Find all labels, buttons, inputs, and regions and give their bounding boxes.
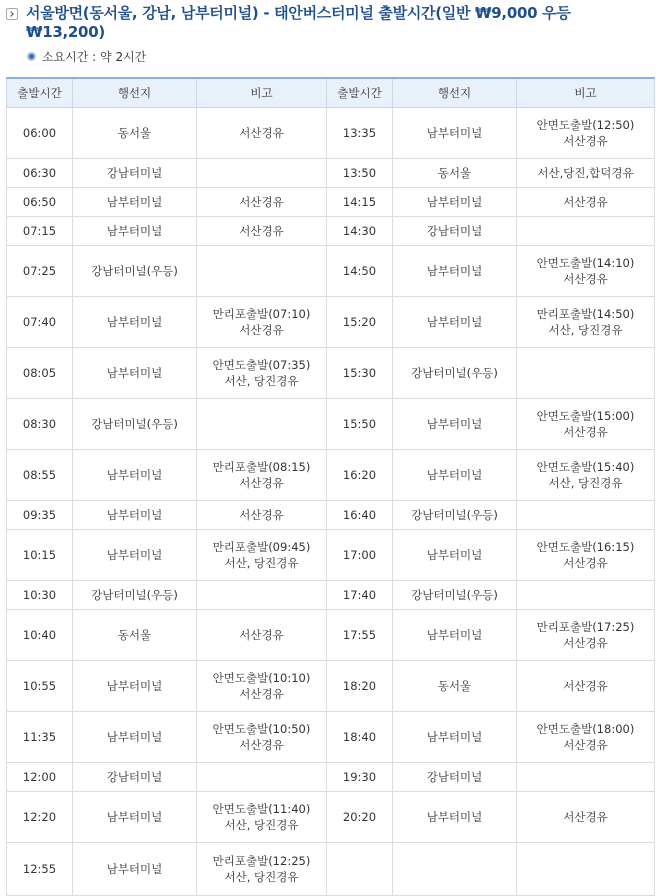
destination: 남부터미널 [393, 792, 517, 843]
departure-time: 07:40 [7, 297, 73, 348]
destination: 동서울 [393, 159, 517, 188]
destination: 남부터미널 [393, 610, 517, 661]
note: 만리포출발(14:50) 서산, 당진경유 [517, 297, 655, 348]
departure-time: 08:55 [7, 450, 73, 501]
note: 서산경유 [197, 108, 327, 159]
note: 안면도출발(15:00) 서산경유 [517, 399, 655, 450]
destination: 강남터미널 [73, 763, 197, 792]
departure-time: 12:20 [7, 792, 73, 843]
table-row [7, 501, 655, 530]
departure-time: 10:15 [7, 530, 73, 581]
destination: 강남터미널(우등) [73, 399, 197, 450]
schedule-table [6, 77, 655, 896]
note [517, 217, 655, 246]
note: 안면도출발(15:40) 서산, 당진경유 [517, 450, 655, 501]
note: 서산경유 [197, 188, 327, 217]
departure-time: 15:50 [327, 399, 393, 450]
table-row [7, 712, 655, 763]
col-header-departure-2: 출발시간 [327, 78, 393, 108]
destination: 강남터미널(우등) [393, 501, 517, 530]
destination: 남부터미널 [393, 246, 517, 297]
destination: 남부터미널 [73, 450, 197, 501]
table-row [7, 297, 655, 348]
note: 안면도출발(18:00) 서산경유 [517, 712, 655, 763]
departure-time: 14:15 [327, 188, 393, 217]
departure-time: 12:00 [7, 763, 73, 792]
departure-time: 11:35 [7, 712, 73, 763]
destination: 남부터미널 [73, 501, 197, 530]
destination: 남부터미널 [73, 188, 197, 217]
departure-time: 16:20 [327, 450, 393, 501]
destination: 남부터미널 [73, 661, 197, 712]
table-row [7, 399, 655, 450]
departure-time: 09:35 [7, 501, 73, 530]
note [197, 581, 327, 610]
note: 만리포출발(07:10) 서산경유 [197, 297, 327, 348]
table-row [7, 159, 655, 188]
departure-time: 06:50 [7, 188, 73, 217]
departure-time: 17:55 [327, 610, 393, 661]
departure-time: 07:25 [7, 246, 73, 297]
col-header-departure-1: 출발시간 [7, 78, 73, 108]
note: 서산경유 [517, 188, 655, 217]
destination: 강남터미널(우등) [393, 581, 517, 610]
note [197, 399, 327, 450]
destination: 강남터미널 [73, 159, 197, 188]
destination: 남부터미널 [73, 792, 197, 843]
destination: 동서울 [393, 661, 517, 712]
departure-time: 13:35 [327, 108, 393, 159]
departure-time: 10:40 [7, 610, 73, 661]
table-header-row [7, 78, 655, 108]
departure-time: 12:55 [7, 843, 73, 896]
col-header-notes-1: 비고 [197, 78, 327, 108]
col-header-destination-1: 행선지 [73, 78, 197, 108]
table-row [7, 661, 655, 712]
table-row [7, 792, 655, 843]
destination: 남부터미널 [73, 843, 197, 896]
destination: 남부터미널 [73, 530, 197, 581]
destination: 남부터미널 [73, 712, 197, 763]
note: 안면도출발(11:40) 서산, 당진경유 [197, 792, 327, 843]
table-row [7, 246, 655, 297]
departure-time: 16:40 [327, 501, 393, 530]
departure-time: 14:30 [327, 217, 393, 246]
departure-time: 10:55 [7, 661, 73, 712]
note [197, 763, 327, 792]
departure-time: 07:15 [7, 217, 73, 246]
departure-time: 17:00 [327, 530, 393, 581]
departure-time: 08:05 [7, 348, 73, 399]
destination: 남부터미널 [393, 712, 517, 763]
note [517, 581, 655, 610]
table-row [7, 348, 655, 399]
departure-time: 06:00 [7, 108, 73, 159]
departure-time: 10:30 [7, 581, 73, 610]
note: 안면도출발(10:10) 서산경유 [197, 661, 327, 712]
destination: 남부터미널 [73, 217, 197, 246]
departure-time: 13:50 [327, 159, 393, 188]
note [197, 159, 327, 188]
note [517, 843, 655, 896]
destination: 강남터미널 [393, 217, 517, 246]
note: 안면도출발(16:15) 서산경유 [517, 530, 655, 581]
table-row [7, 843, 655, 896]
table-row [7, 188, 655, 217]
note: 서산경유 [197, 610, 327, 661]
destination: 강남터미널(우등) [393, 348, 517, 399]
table-row [7, 610, 655, 661]
note [517, 348, 655, 399]
destination: 남부터미널 [393, 297, 517, 348]
note: 서산,당진,합덕경유 [517, 159, 655, 188]
note: 서산경유 [197, 501, 327, 530]
destination: 강남터미널 [393, 763, 517, 792]
departure-time: 15:30 [327, 348, 393, 399]
departure-time: 20:20 [327, 792, 393, 843]
destination [393, 843, 517, 896]
destination: 남부터미널 [393, 450, 517, 501]
destination: 강남터미널(우등) [73, 246, 197, 297]
destination: 남부터미널 [393, 399, 517, 450]
table-row [7, 763, 655, 792]
departure-time [327, 843, 393, 896]
travel-time: 소요시간 : 약 2시간 [42, 50, 147, 64]
departure-time: 06:30 [7, 159, 73, 188]
note [517, 763, 655, 792]
note: 서산경유 [517, 792, 655, 843]
destination: 남부터미널 [73, 297, 197, 348]
destination: 동서울 [73, 108, 197, 159]
col-header-notes-2: 비고 [517, 78, 655, 108]
table-row [7, 217, 655, 246]
note: 서산경유 [517, 661, 655, 712]
note: 안면도출발(12:50) 서산경유 [517, 108, 655, 159]
note: 안면도출발(07:35) 서산, 당진경유 [197, 348, 327, 399]
note: 만리포출발(17:25) 서산경유 [517, 610, 655, 661]
note: 서산경유 [197, 217, 327, 246]
destination: 남부터미널 [393, 188, 517, 217]
bullet-icon [27, 52, 36, 61]
page-title: 서울방면(동서울, 강남, 남부터미널) - 태안버스터미널 출발시간(일반 ₩9,000 우등 ₩13,200) [26, 4, 571, 41]
departure-time: 18:40 [327, 712, 393, 763]
destination: 강남터미널(우등) [73, 581, 197, 610]
chevron-right-icon [6, 8, 18, 20]
departure-time: 18:20 [327, 661, 393, 712]
departure-time: 17:40 [327, 581, 393, 610]
page-header [0, 0, 660, 74]
departure-time: 14:50 [327, 246, 393, 297]
table-row [7, 581, 655, 610]
destination: 남부터미널 [393, 108, 517, 159]
departure-time: 19:30 [327, 763, 393, 792]
note [197, 246, 327, 297]
note: 안면도출발(14:10) 서산경유 [517, 246, 655, 297]
schedule-body [7, 108, 655, 896]
note: 만리포출발(09:45) 서산, 당진경유 [197, 530, 327, 581]
table-row [7, 530, 655, 581]
destination: 동서울 [73, 610, 197, 661]
table-row [7, 450, 655, 501]
note [517, 501, 655, 530]
destination: 남부터미널 [73, 348, 197, 399]
note: 안면도출발(10:50) 서산경유 [197, 712, 327, 763]
departure-time: 08:30 [7, 399, 73, 450]
destination: 남부터미널 [393, 530, 517, 581]
note: 만리포출발(12:25) 서산, 당진경유 [197, 843, 327, 896]
departure-time: 15:20 [327, 297, 393, 348]
note: 만리포출발(08:15) 서산경유 [197, 450, 327, 501]
table-row [7, 108, 655, 159]
col-header-destination-2: 행선지 [393, 78, 517, 108]
